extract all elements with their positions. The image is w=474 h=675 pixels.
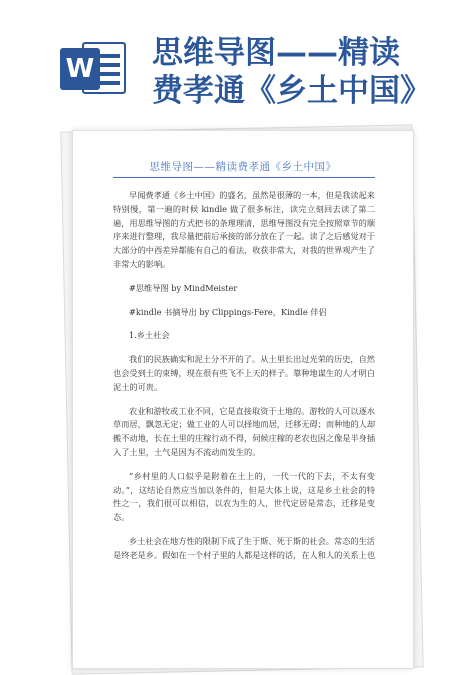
page-title-line-2: 费孝通《乡土中国》 — [152, 73, 431, 109]
word-icon-letter: W — [60, 48, 100, 90]
word-app-icon — [60, 38, 128, 98]
paragraph-kindle-credit: #kindle 书摘导出 by Clippings-Fere，Kindle 伴侣 — [129, 306, 327, 317]
document-body — [113, 189, 375, 573]
document-title: 思维导图——精读费孝通《乡土中国》 — [149, 161, 337, 173]
paragraph-mindmap-credit: #思维导图 by MindMeister — [129, 282, 238, 293]
paragraph-quote: “乡村里的人口似乎是附着在土上的，一代一代的下去，不太有变动。”，这结论自然应当加以条件的，但是大体上说，这是乡土社会的特性之一，我们很可以相信，以农为生的人，世代定居是常态，迁移是变态。 — [113, 470, 375, 523]
paragraph: 乡土社会在地方性的限制下成了生于斯、死于斯的社会。常态的生活是终老是乡。假如在一个村子里的人都是这样的话，在人和人的关系上也 — [113, 535, 376, 560]
paragraph: 农业和游牧或工业不同，它是直接取资于土地的。游牧的人可以逐水草而居，飘忽无定；做工业的人可以择地而居，迁移无碍；而种地的人却搬不动地，长在土里的庄稼行动不得，伺候庄稼的老农也因之像是半身插入了土里，土气是因为不流动而发生的。 — [113, 405, 376, 457]
page-title — [152, 34, 472, 110]
title-divider — [113, 177, 375, 178]
page-title-line-1: 思维导图——精读 — [152, 35, 400, 71]
document-page — [72, 130, 414, 669]
paragraph-intro: 早闻费孝通《乡土中国》的盛名，虽然是很薄的一本，但是我读起来特别慢，第一遍的时候 kindle 做了很多标注，读完立刻回去读了第二遍，用思维导图的方式把书的条理理清，思维导图没有完全按照章节的顺序来进行整理，我尽量把前后承接的部分放在了一起。读了之后感觉对于大部分的中西差异都能有自己的看法，收获非常大，对我的世界观产生了非常大的影响。 — [113, 190, 376, 269]
section-heading: 1.乡土社会 — [129, 330, 170, 341]
paragraph: 我们的民族确实和泥土分不开的了。从土里长出过光荣的历史，自然也会受到土的束缚，现在很有些飞不上天的样子。靠种地谋生的人才明白泥土的可贵。 — [113, 354, 376, 392]
